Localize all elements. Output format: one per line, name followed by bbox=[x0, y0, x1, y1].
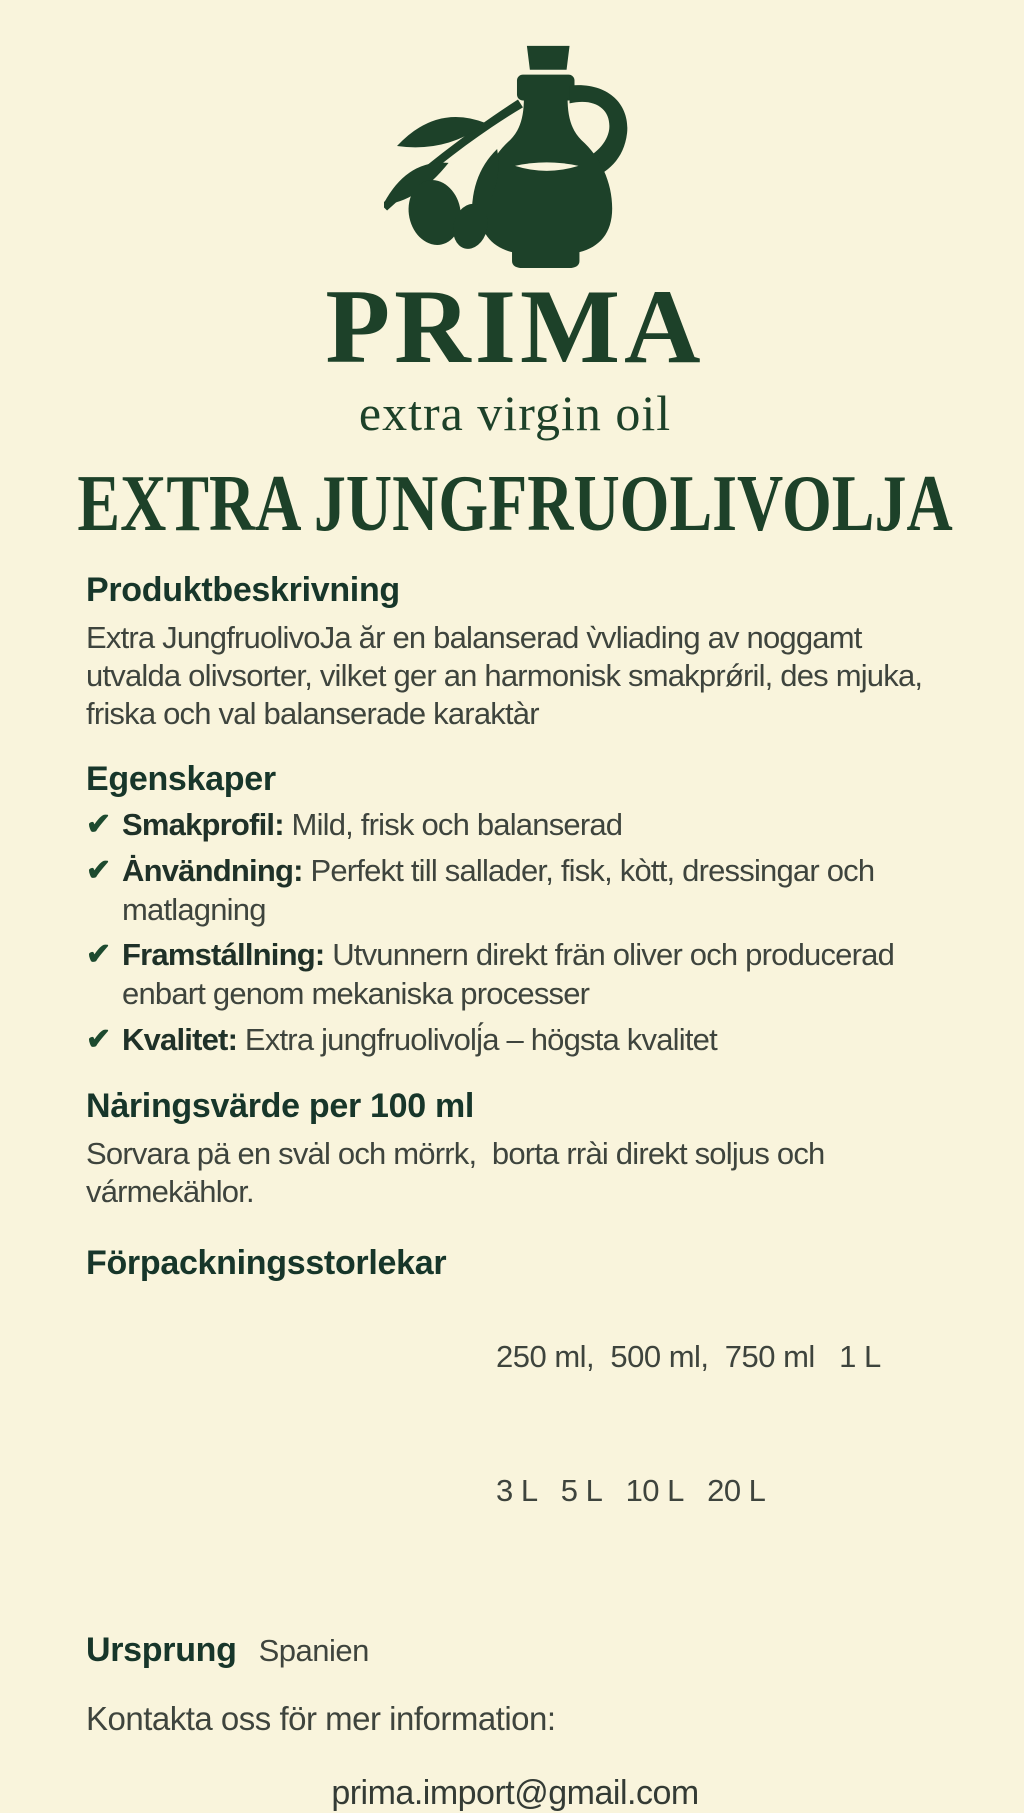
list-item bbox=[86, 852, 944, 930]
brand-name: PRIMA bbox=[325, 268, 705, 385]
package-sizes-line1: 250 ml, 500 ml, 750 ml 1 L bbox=[496, 1338, 881, 1374]
naringsvarde-heading: Nȧringsvärde per 100 ml bbox=[86, 1086, 475, 1125]
check-icon: ✔ bbox=[86, 1022, 112, 1056]
egenskaper-list bbox=[86, 806, 944, 1060]
section-egenskaper bbox=[86, 761, 944, 1060]
list-item bbox=[86, 936, 944, 1014]
bullet-label: Kvalitet: bbox=[122, 1021, 238, 1057]
package-sizes bbox=[496, 1245, 881, 1605]
naringsvarde-body: Sorvara pä en svȧl och mörrk, borta rrài direkt soljus och vármekählor. bbox=[86, 1136, 833, 1209]
bullet-label: Smakprofil: bbox=[122, 807, 284, 843]
ursprung-heading: Ursprung bbox=[86, 1631, 237, 1670]
check-icon: ✔ bbox=[86, 808, 112, 842]
contact-line: Kontakta oss för mer information: bbox=[86, 1699, 556, 1737]
section-ursprung bbox=[86, 1632, 944, 1669]
contact-email: prima.import@gmail.com bbox=[331, 1773, 699, 1812]
bullet-label: Ȧnvändning: bbox=[122, 852, 303, 888]
bullet-label: Framstállning: bbox=[122, 937, 325, 973]
section-produktbeskrivning bbox=[86, 572, 944, 733]
ursprung-value: Spanien bbox=[258, 1633, 369, 1669]
list-item bbox=[86, 1021, 944, 1060]
forpackning-heading: Förpackningsstorlekar bbox=[86, 1243, 447, 1282]
olive-oil-jug-logo-icon bbox=[384, 34, 646, 272]
egenskaper-heading: Egenskaper bbox=[86, 759, 276, 798]
title-row bbox=[77, 460, 953, 548]
bullet-text: Utvunnern direkt frän oliver och producerad enbart genom mekaniska processer bbox=[122, 937, 895, 1012]
produktbeskrivning-heading: Produktbeskrivning bbox=[86, 571, 400, 609]
section-naringsvarde bbox=[86, 1088, 944, 1211]
brand-header bbox=[86, 34, 944, 441]
bullet-text: Perfekt till sallader, fisk, kòtt, dressingar och matlagning bbox=[122, 852, 875, 927]
section-forpackningsstorlekar bbox=[86, 1245, 944, 1605]
check-icon: ✔ bbox=[86, 853, 112, 887]
bullet-text: Mild, frisk och balanserad bbox=[283, 807, 623, 843]
brand-tagline: extra virgin oil bbox=[358, 385, 672, 441]
product-title: EXTRA JUNGFRUOLIVOLJA bbox=[77, 460, 953, 548]
bullet-text: Extra jungfruolivolj́a – högsta kvalitet bbox=[237, 1021, 717, 1057]
list-item bbox=[86, 806, 944, 845]
package-sizes-line2: 3 L 5 L 10 L 20 L bbox=[496, 1473, 766, 1509]
produktbeskrivning-body: Extra JungfruolivoJa ăr en balanserad v̀vliading av noggamt utvalda olivsorter, vilket ger an harmonisk smakprǿril, des mjuka, friska och val balanserade karaktàr bbox=[86, 620, 931, 732]
check-icon: ✔ bbox=[86, 938, 112, 972]
